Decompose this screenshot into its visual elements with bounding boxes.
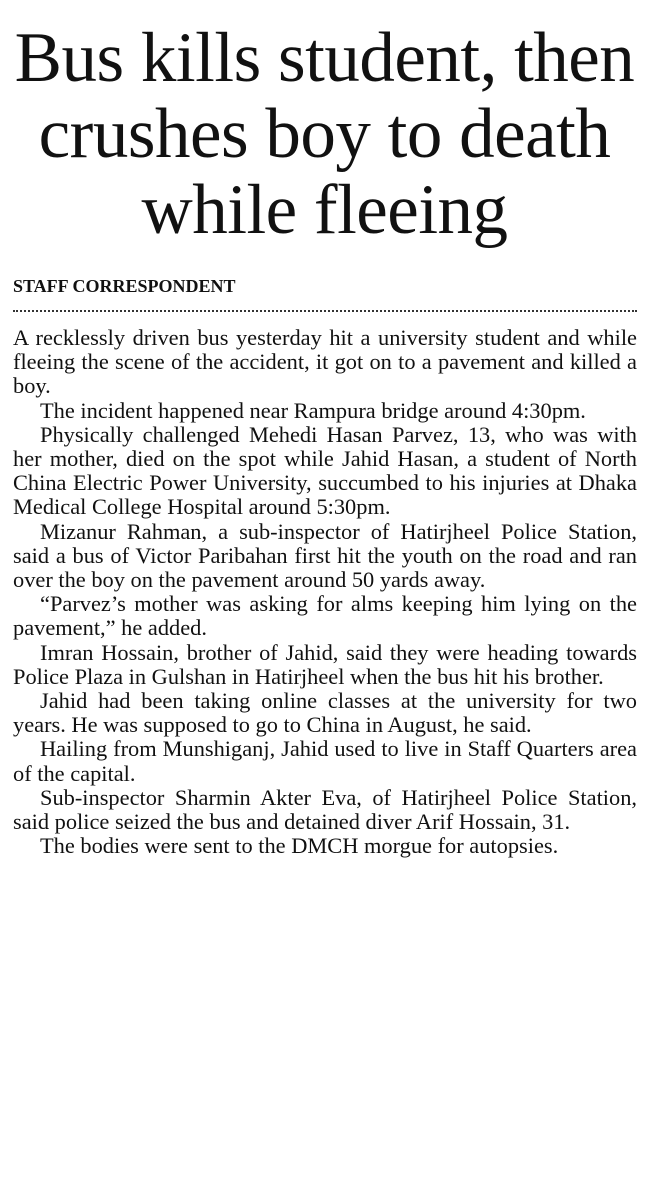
paragraph: The bodies were sent to the DMCH morgue for autopsies. — [40, 833, 559, 859]
paragraph: Imran Hossain, brother of Jahid, said they were heading towards Police Plaza in Gulshan in Hatirjheel when the bus hit his brother. — [13, 639, 637, 689]
paragraph: A recklessly driven bus yesterday hit a university student and while fleeing the scene of the accident, it got on to a pavement and killed a boy. — [13, 325, 637, 399]
paragraph: The incident happened near Rampura bridge around 4:30pm. — [40, 397, 586, 423]
paragraph: “Parvez’s mother was asking for alms keeping him lying on the pavement,” he added. — [13, 591, 637, 641]
paragraph: Mizanur Rahman, a sub-inspector of Hatirjheel Police Station, said a bus of Victor Paribahan first hit the youth on the road and ran over the boy on the pavement around 50 yards away. — [13, 518, 637, 593]
dotted-divider — [13, 310, 637, 312]
paragraph: Sub-inspector Sharmin Akter Eva, of Hatirjheel Police Station, said police seized the bus and detained diver Arif Hossain, 31. — [13, 784, 637, 835]
paragraph: Jahid had been taking online classes at the university for two years. He was supposed to go to China in August, he said. — [13, 688, 637, 738]
paragraph: Hailing from Munshiganj, Jahid used to live in Staff Quarters area of the capital. — [13, 736, 637, 786]
headline: Bus kills student, then crushes boy to death while fleeing — [14, 19, 635, 249]
byline: STAFF CORRESPONDENT — [13, 276, 236, 296]
article-body — [13, 326, 637, 858]
paragraph: Physically challenged Mehedi Hasan Parvez, 13, who was with her mother, died on the spot while Jahid Hasan, a student of North China Electric Power University, succumbed to his injuries at Dhaka Medical College Hospital around 5:30pm. — [13, 421, 637, 520]
